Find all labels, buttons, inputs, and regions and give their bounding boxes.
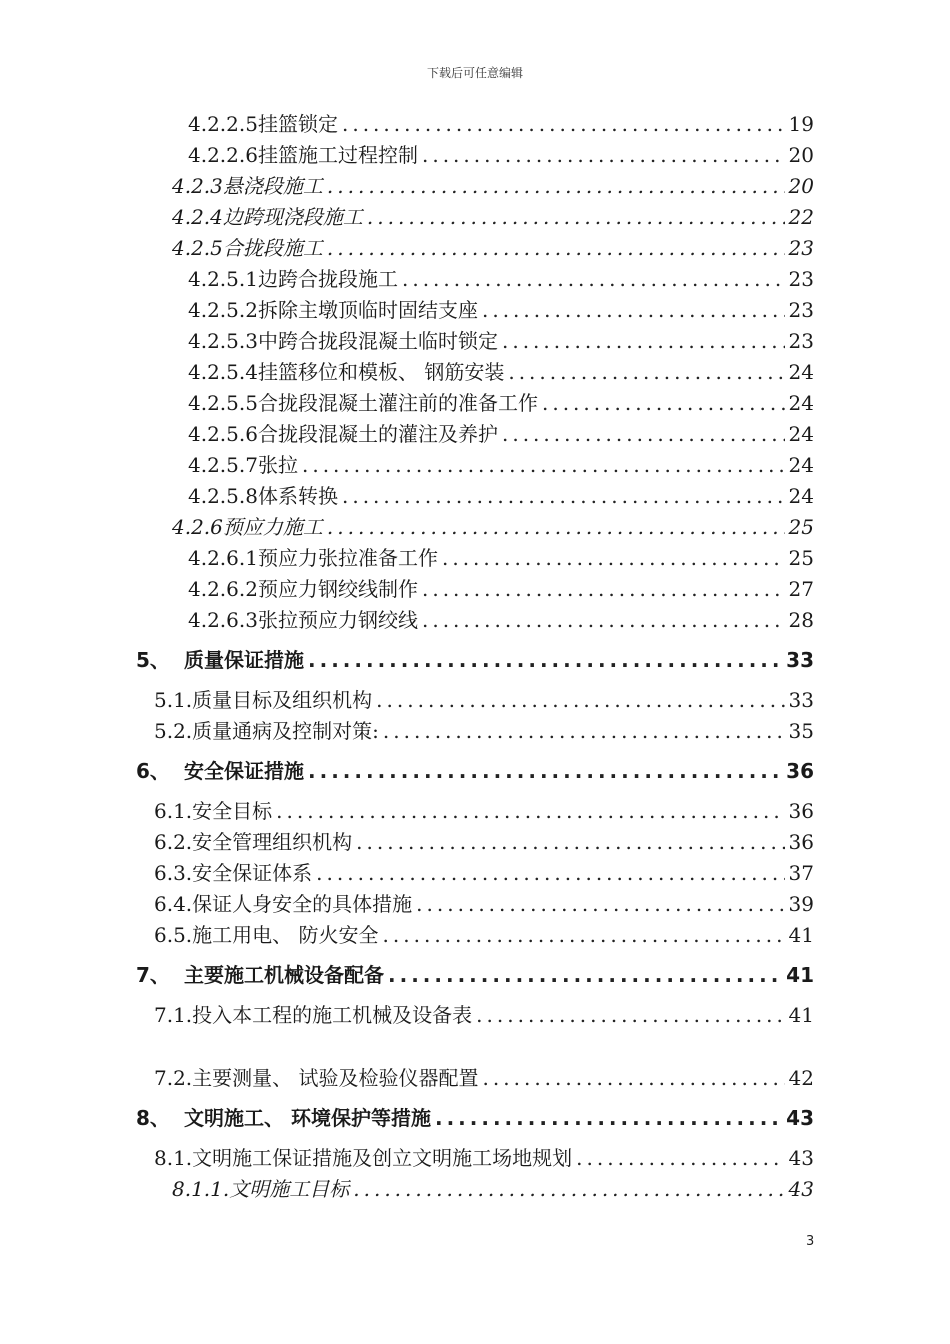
toc-dot-leader — [302, 451, 785, 479]
toc-dot-leader — [435, 1104, 782, 1132]
toc-entry-page: 41 — [788, 1003, 814, 1027]
toc-entry-page: 33 — [786, 648, 814, 672]
toc-entry-title: 投入本工程的施工机械及设备表 — [192, 1003, 473, 1027]
page-number: 3 — [806, 1234, 815, 1249]
toc-entry-number: 4.2.5.5 — [188, 391, 258, 415]
toc-dot-leader — [327, 513, 785, 541]
toc-dot-leader — [422, 141, 785, 169]
toc-entry[interactable] — [154, 717, 814, 745]
toc-entry[interactable] — [172, 1175, 814, 1203]
toc-entry-page: 36 — [786, 759, 814, 783]
toc-entry-title: 张拉预应力钢绞线 — [257, 608, 418, 632]
toc-entry-title: 合拢段混凝土的灌注及养护 — [257, 422, 498, 446]
toc-entry-page: 24 — [788, 453, 814, 477]
toc-entry-title: 主要测量、 试验及检验仪器配置 — [192, 1066, 479, 1090]
toc-entry-number: 6.5. — [154, 923, 193, 947]
toc-entry[interactable] — [188, 482, 814, 510]
toc-entry[interactable] — [154, 890, 814, 918]
toc-entry-title: 合拢段施工 — [222, 236, 323, 260]
toc-entry-title: 安全保证体系 — [192, 861, 313, 885]
toc-entry-page: 20 — [788, 174, 814, 198]
toc-dot-leader — [422, 575, 785, 603]
toc-entry-title: 安全管理组织机构 — [192, 830, 353, 854]
toc-entry[interactable] — [154, 686, 814, 714]
toc-dot-leader — [402, 265, 785, 293]
toc-entry-number: 4.2.6 — [172, 515, 223, 539]
toc-entry[interactable] — [188, 327, 814, 355]
toc-dot-leader — [508, 358, 784, 386]
toc-entry-page: 28 — [788, 608, 814, 632]
toc-entry[interactable] — [172, 172, 814, 200]
toc-entry-page: 33 — [788, 688, 814, 712]
toc-dot-leader — [376, 686, 784, 714]
toc-entry-title: 质量目标及组织机构 — [192, 688, 373, 712]
toc-entry-number: 6.2. — [154, 830, 193, 854]
toc-dot-leader — [327, 234, 785, 262]
toc-entry-number: 4.2.5.2 — [188, 298, 258, 322]
toc-entry-number: 4.2.6.1 — [188, 546, 258, 570]
toc-entry-page: 24 — [788, 360, 814, 384]
toc-entry-title: 文明施工目标 — [229, 1177, 350, 1201]
toc-entry-number: 4.2.5.7 — [188, 453, 258, 477]
toc-dot-leader — [442, 544, 785, 572]
toc-entry-title: 体系转换 — [257, 484, 338, 508]
page-header: 下载后可任意编辑 — [426, 66, 523, 80]
toc-entry-page: 43 — [788, 1177, 814, 1201]
toc-entry-page: 27 — [788, 577, 814, 601]
toc-entry-page: 37 — [788, 861, 814, 885]
toc-entry-page: 43 — [786, 1106, 814, 1130]
toc-entry-title: 挂篮移位和模板、 钢筋安装 — [257, 360, 505, 384]
toc-entry-number: 5、 — [136, 648, 170, 672]
toc-dot-leader — [308, 646, 782, 674]
toc-entry[interactable] — [188, 265, 814, 293]
toc-entry-number: 4.2.4 — [172, 205, 223, 229]
toc-entry-title: 施工用电、 防火安全 — [192, 923, 379, 947]
toc-dot-leader — [502, 420, 785, 448]
toc-entry-page: 24 — [788, 391, 814, 415]
toc-entry[interactable] — [136, 1104, 814, 1132]
toc-entry-page: 23 — [788, 267, 814, 291]
toc-entry-page: 36 — [788, 799, 814, 823]
toc-entry-number: 5.2. — [154, 719, 193, 743]
toc-entry-title: 文明施工保证措施及创立文明施工场地规划 — [192, 1146, 573, 1170]
toc-entry[interactable] — [154, 859, 814, 887]
toc-entry[interactable] — [188, 358, 814, 386]
toc-dot-leader — [388, 961, 782, 989]
toc-entry[interactable] — [188, 141, 814, 169]
toc-entry-title: 边跨合拢段施工 — [257, 267, 398, 291]
toc-entry[interactable] — [136, 961, 814, 989]
toc-entry[interactable] — [188, 296, 814, 324]
toc-entry[interactable] — [172, 203, 814, 231]
toc-dot-leader — [316, 859, 784, 887]
toc-entry-title: 悬浇段施工 — [222, 174, 323, 198]
toc-dot-leader — [353, 1175, 784, 1203]
toc-dot-leader — [342, 482, 785, 510]
toc-entry[interactable] — [136, 757, 814, 785]
toc-dot-leader — [327, 172, 785, 200]
toc-entry-number: 4.2.5.3 — [188, 329, 258, 353]
toc-entry-title: 主要施工机械设备配备 — [184, 963, 384, 987]
toc-entry-number: 4.2.2.6 — [188, 143, 258, 167]
toc-dot-leader — [308, 757, 782, 785]
toc-entry-number: 7、 — [136, 963, 170, 987]
toc-entry[interactable] — [188, 110, 814, 138]
toc-dot-leader — [416, 890, 784, 918]
toc-dot-leader — [342, 110, 785, 138]
toc-entry-number: 4.2.5.6 — [188, 422, 258, 446]
toc-entry-title: 中跨合拢段混凝土临时锁定 — [257, 329, 498, 353]
toc-entry-number: 6、 — [136, 759, 170, 783]
toc-dot-leader — [542, 389, 785, 417]
toc-dot-leader — [576, 1144, 784, 1172]
toc-entry-page: 35 — [788, 719, 814, 743]
toc-entry-number: 4.2.2.5 — [188, 112, 258, 136]
toc-entry[interactable] — [188, 420, 814, 448]
toc-entry-number: 4.2.5.4 — [188, 360, 258, 384]
toc-entry-number: 7.1. — [154, 1003, 193, 1027]
toc-entry-title: 预应力施工 — [222, 515, 323, 539]
toc-entry-title: 挂篮施工过程控制 — [257, 143, 418, 167]
toc-entry[interactable] — [154, 1064, 814, 1092]
toc-entry-page: 24 — [788, 484, 814, 508]
toc-entry-number: 4.2.5.8 — [188, 484, 258, 508]
toc-entry-title: 拆除主墩顶临时固结支座 — [257, 298, 478, 322]
toc-entry-number: 4.2.3 — [172, 174, 223, 198]
toc-entry-title: 保证人身安全的具体措施 — [192, 892, 413, 916]
toc-entry-title: 质量通病及控制对策: — [192, 719, 379, 743]
toc-entry-title: 预应力张拉准备工作 — [257, 546, 438, 570]
toc-entry-number: 7.2. — [154, 1066, 193, 1090]
toc-entry[interactable] — [188, 451, 814, 479]
toc-entry-number: 4.2.5 — [172, 236, 223, 260]
toc-entry[interactable] — [172, 513, 814, 541]
toc-dot-leader — [482, 296, 785, 324]
toc-entry-number: 8、 — [136, 1106, 170, 1130]
toc-dot-leader — [383, 921, 785, 949]
toc-entry-number: 6.4. — [154, 892, 193, 916]
toc-entry-title: 张拉 — [257, 453, 298, 477]
toc-entry-title: 文明施工、 环境保护等措施 — [184, 1106, 431, 1130]
toc-entry[interactable] — [154, 828, 814, 856]
toc-entry-number: 4.2.5.1 — [188, 267, 258, 291]
toc-entry-page: 25 — [788, 515, 814, 539]
toc-entry[interactable] — [154, 1001, 814, 1029]
toc-entry-title: 质量保证措施 — [184, 648, 304, 672]
toc-dot-leader — [367, 203, 785, 231]
toc-dot-leader — [483, 1064, 785, 1092]
toc-entry-number: 8.1. — [154, 1146, 193, 1170]
toc-entry[interactable] — [154, 921, 814, 949]
toc-entry-page: 39 — [788, 892, 814, 916]
toc-dot-leader — [422, 606, 785, 634]
toc-entry-number: 4.2.6.3 — [188, 608, 258, 632]
toc-entry-page: 19 — [788, 112, 814, 136]
toc-dot-leader — [502, 327, 785, 355]
toc-dot-leader — [276, 797, 784, 825]
toc-dot-leader — [356, 828, 784, 856]
toc-entry-title: 边跨现浇段施工 — [222, 205, 363, 229]
toc-entry-page: 23 — [788, 236, 814, 260]
toc-entry-page: 23 — [788, 329, 814, 353]
toc-entry[interactable] — [188, 389, 814, 417]
toc-entry[interactable] — [136, 646, 814, 674]
toc-entry-page: 24 — [788, 422, 814, 446]
toc-entry[interactable] — [188, 575, 814, 603]
toc-entry-page: 43 — [788, 1146, 814, 1170]
toc-entry-page: 41 — [786, 963, 814, 987]
toc-entry-number: 6.1. — [154, 799, 193, 823]
toc-entry[interactable] — [154, 797, 814, 825]
toc-entry[interactable] — [188, 606, 814, 634]
toc-dot-leader — [383, 717, 785, 745]
toc-entry-title: 合拢段混凝土灌注前的准备工作 — [257, 391, 538, 415]
toc-entry[interactable] — [188, 544, 814, 572]
toc-entry[interactable] — [172, 234, 814, 262]
toc-entry-number: 8.1.1. — [172, 1177, 230, 1201]
toc-entry-title: 安全保证措施 — [184, 759, 304, 783]
toc-entry-page: 25 — [788, 546, 814, 570]
toc-entry-page: 42 — [788, 1066, 814, 1090]
toc-entry-title: 安全目标 — [192, 799, 273, 823]
toc-entry-title: 预应力钢绞线制作 — [257, 577, 418, 601]
toc-entry-title: 挂篮锁定 — [257, 112, 338, 136]
toc-entry[interactable] — [154, 1144, 814, 1172]
toc-dot-leader — [476, 1001, 784, 1029]
toc-entry-number: 4.2.6.2 — [188, 577, 258, 601]
toc-entry-number: 5.1. — [154, 688, 193, 712]
toc-entry-page: 41 — [788, 923, 814, 947]
toc-entry-page: 20 — [788, 143, 814, 167]
toc-entry-page: 23 — [788, 298, 814, 322]
toc-entry-number: 6.3. — [154, 861, 193, 885]
toc-entry-page: 36 — [788, 830, 814, 854]
toc-entry-page: 22 — [788, 205, 814, 229]
